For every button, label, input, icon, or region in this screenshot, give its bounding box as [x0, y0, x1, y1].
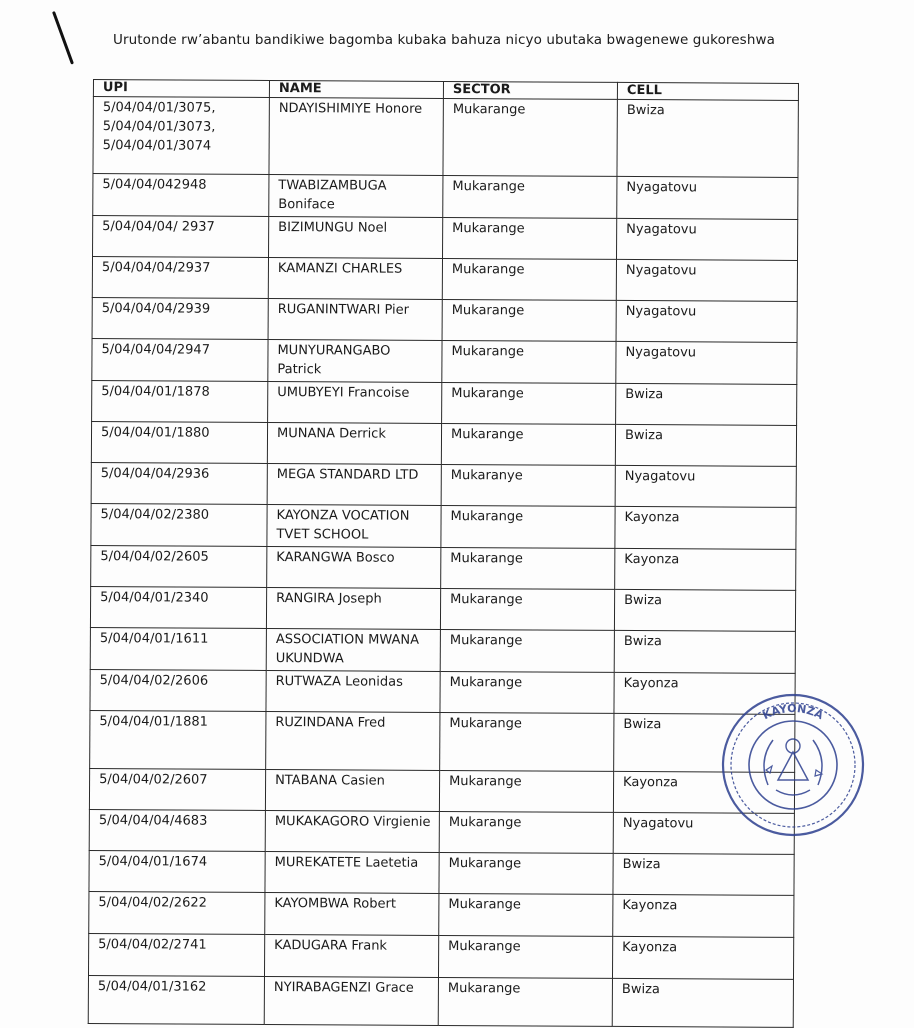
table-row: [90, 586, 795, 631]
table-row: [91, 421, 796, 466]
cell-cell: Nyagatovu: [617, 218, 798, 260]
sector-cell: Mukarange: [439, 770, 613, 812]
sector-cell: Mukarange: [442, 299, 616, 341]
upi-cell: 5/04/04/02/2622: [89, 891, 265, 934]
table-row: [89, 850, 794, 895]
cell-cell: Bwiza: [613, 853, 794, 895]
table-row: [93, 174, 798, 220]
upi-cell: 5/04/04/01/1881: [90, 710, 266, 769]
upi-cell: 5/04/04/02/2605: [91, 545, 267, 587]
name-cell: BIZIMUNGU Noel: [269, 216, 443, 258]
table-row: [91, 462, 796, 507]
sector-cell: Mukarange: [442, 382, 616, 424]
upi-cell: 5/04/04/01/1878: [92, 380, 268, 422]
upi-cell: 5/04/04/02/2607: [89, 768, 265, 810]
sector-cell: Mukarange: [438, 935, 612, 978]
name-cell: RUZINDANA Fred: [266, 711, 440, 770]
upi-cell: 5/04/04/04/2936: [91, 462, 267, 504]
name-cell: MUREKATETE Laetetia: [265, 851, 439, 893]
sector-cell: Mukarange: [440, 671, 614, 713]
sector-cell: Mukarange: [443, 98, 617, 176]
sector-cell: Mukarange: [442, 258, 616, 300]
table-row: [93, 216, 798, 261]
name-cell: NYIRABAGENZI Grace: [264, 976, 438, 1025]
column-header-upi: UPI: [93, 80, 269, 98]
upi-cell: 5/04/04/04/2947: [92, 338, 268, 381]
name-cell: KAYOMBWA Robert: [265, 892, 439, 935]
name-cell: MUNANA Derrick: [267, 422, 441, 464]
column-header-name: NAME: [269, 80, 443, 98]
name-cell: UMUBYEYI Francoise: [268, 381, 442, 423]
table-row: [88, 975, 793, 1027]
table-row: [90, 710, 795, 772]
upi-cell: 5/04/04/01/1880: [91, 421, 267, 463]
cell-cell: Bwiza: [616, 383, 797, 425]
upi-cell: 5/04/04/01/2340: [90, 586, 266, 628]
cell-cell: Bwiza: [614, 713, 795, 772]
table-row: [89, 768, 794, 813]
cell-cell: Bwiza: [615, 424, 796, 466]
name-cell: KAMANZI CHARLES: [268, 257, 442, 299]
upi-cell: 5/04/04/04/ 2937: [93, 216, 269, 258]
upi-cell: 5/04/04/04/2937: [92, 257, 268, 299]
name-cell: MEGA STANDARD LTD: [267, 463, 441, 505]
name-cell: RANGIRA Joseph: [266, 587, 440, 629]
cell-cell: Nyagatovu: [616, 341, 797, 384]
sector-cell: Mukarange: [443, 217, 617, 259]
table-row: [89, 891, 794, 937]
table-row: [89, 809, 794, 854]
cell-cell: Nyagatovu: [617, 176, 798, 219]
cell-cell: Kayonza: [615, 506, 796, 549]
table-row: [91, 503, 796, 549]
name-cell: RUTWAZA Leonidas: [266, 670, 440, 712]
cell-cell: Kayonza: [613, 894, 794, 937]
upi-cell: 5/04/04/04/4683: [89, 809, 265, 851]
cell-cell: Bwiza: [612, 978, 793, 1027]
name-cell: KARANGWA Bosco: [267, 546, 441, 588]
sector-cell: Mukarange: [439, 893, 613, 936]
cell-cell: Kayonza: [613, 771, 794, 813]
cell-cell: Bwiza: [617, 99, 798, 177]
cell-cell: Nyagatovu: [613, 812, 794, 854]
upi-cell: 5/04/04/02/2380: [91, 503, 267, 546]
name-cell: ASSOCIATION MWANA UKUNDWA: [266, 628, 440, 671]
table-row: [90, 669, 795, 714]
upi-cell: 5/04/04/042948: [93, 174, 269, 217]
sector-cell: Mukarange: [440, 588, 614, 630]
sector-cell: Mukarange: [440, 629, 614, 672]
official-stamp: [718, 690, 868, 840]
sector-cell: Mukarange: [441, 547, 615, 589]
upi-cell: 5/04/04/01/1611: [90, 627, 266, 670]
svg-text:KAYONZA: [761, 702, 826, 722]
column-header-cell: CELL: [617, 82, 798, 100]
table-row: [92, 380, 797, 425]
sector-cell: Mukarange: [441, 423, 615, 465]
name-cell: TWABIZAMBUGA Boniface: [269, 174, 443, 217]
name-cell: NTABANA Casien: [265, 769, 439, 811]
upi-cell: 5/04/04/04/2939: [92, 297, 268, 339]
column-header-sector: SECTOR: [443, 81, 617, 99]
upi-cell: 5/04/04/01/3162: [88, 975, 264, 1024]
sector-cell: Mukarange: [441, 505, 615, 548]
cell-cell: Bwiza: [614, 589, 795, 631]
name-cell: KADUGARA Frank: [264, 934, 438, 977]
cell-cell: Nyagatovu: [615, 465, 796, 507]
cell-cell: Bwiza: [614, 630, 795, 673]
upi-cell: 5/04/04/02/2606: [90, 669, 266, 711]
table-row: [92, 338, 797, 384]
name-cell: MUNYURANGABO Patrick: [268, 339, 442, 382]
cell-cell: Kayonza: [612, 936, 793, 979]
upi-cell: 5/04/04/01/1674: [89, 850, 265, 892]
land-register-table: [88, 79, 799, 1028]
cell-cell: Nyagatovu: [616, 300, 797, 342]
sector-cell: Mukarange: [439, 811, 613, 853]
sector-cell: Mukarange: [438, 977, 612, 1026]
handwritten-mark: [52, 11, 74, 65]
sector-cell: Mukarange: [442, 340, 616, 383]
table-row: [93, 97, 798, 178]
stamp-text: KAYONZA: [760, 702, 826, 723]
sector-cell: Mukarange: [440, 712, 614, 771]
name-cell: KAYONZA VOCATION TVET SCHOOL: [267, 504, 441, 547]
sector-cell: Mukarange: [439, 852, 613, 894]
table-row: [92, 297, 797, 342]
cell-cell: Nyagatovu: [616, 259, 797, 301]
name-cell: MUKAKAGORO Virgienie: [265, 810, 439, 852]
table-row: [90, 627, 795, 673]
document-title: Urutonde rw’abantu bandikiwe bagomba kubaka bahuza nicyo ubutaka bwagenewe gukoreshwa: [113, 32, 775, 48]
upi-cell: 5/04/04/02/2741: [88, 933, 264, 976]
cell-cell: Kayonza: [615, 548, 796, 590]
sector-cell: Mukaranye: [441, 464, 615, 506]
table-row: [88, 933, 793, 979]
sector-cell: Mukarange: [443, 175, 617, 218]
name-cell: NDAYISHIMIYE Honore: [269, 97, 443, 175]
table-row: [92, 257, 797, 302]
name-cell: RUGANINTWARI Pier: [268, 298, 442, 340]
cell-cell: Kayonza: [614, 672, 795, 714]
upi-cell: 5/04/04/01/3075, 5/04/04/01/3073, 5/04/04/01/3074: [93, 97, 269, 175]
table-row: [91, 545, 796, 590]
